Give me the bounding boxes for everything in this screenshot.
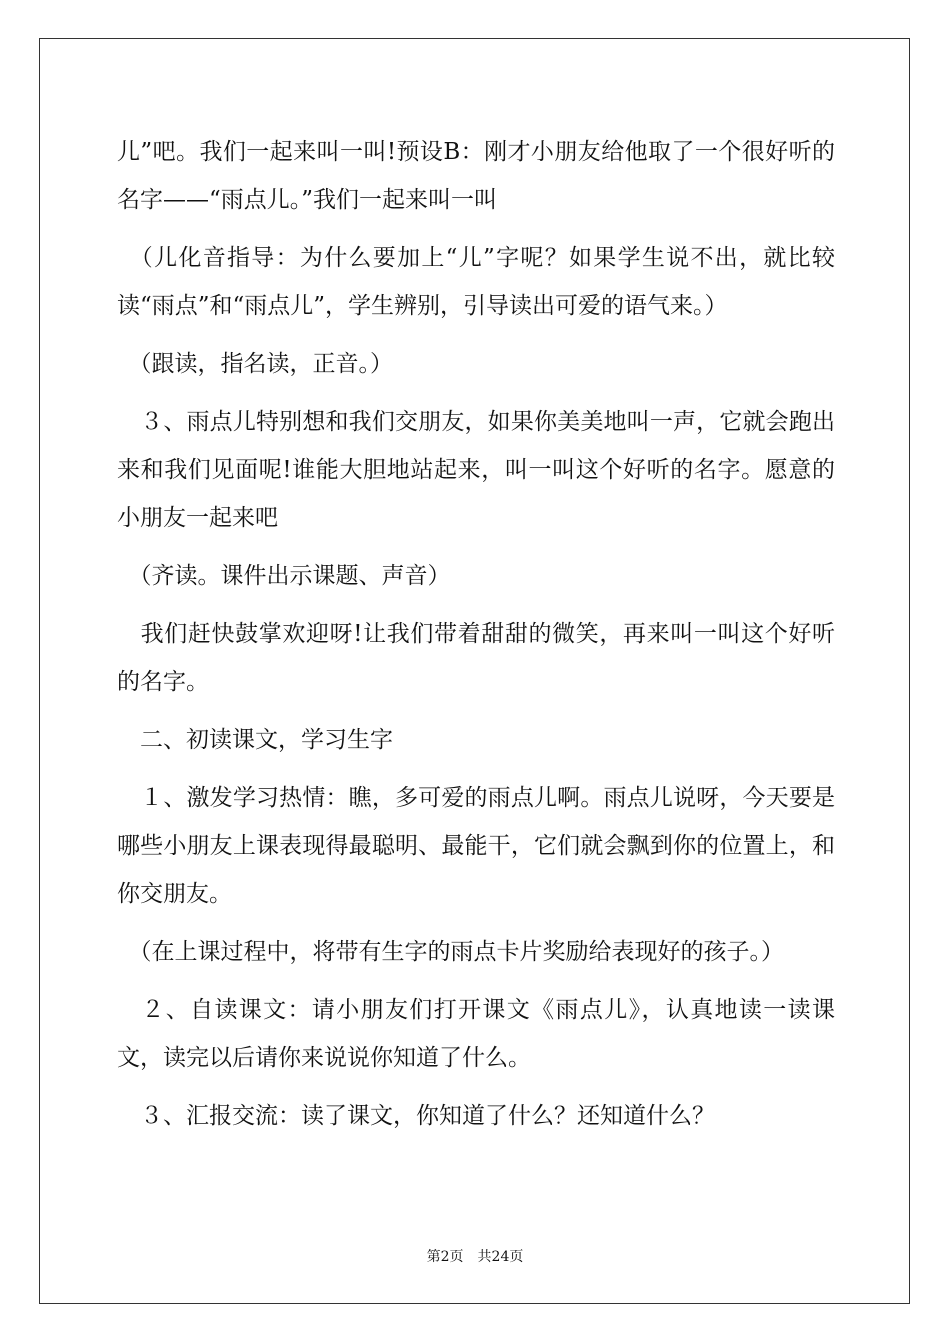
paragraph: 二、初读课文，学习生字 <box>117 727 393 753</box>
paragraph: ２、自读课文：请小朋友们打开课文《雨点儿》，认真地读一读课文，读完以后请你来说说你知道了什么。 <box>117 997 835 1071</box>
document-body <box>117 128 835 1150</box>
paragraph: 儿”吧。我们一起来叫一叫!预设B：刚才小朋友给他取了一个很好听的名字——“雨点儿。”我们一起来叫一叫 <box>117 139 835 213</box>
paragraph: （在上课过程中，将带有生字的雨点卡片奖励给表现好的孩子。） <box>117 939 784 965</box>
paragraph: ３、雨点儿特别想和我们交朋友，如果你美美地叫一声，它就会跑出来和我们见面呢!谁能大胆地站起来，叫一叫这个好听的名字。愿意的小朋友一起来吧 <box>117 409 835 531</box>
paragraph: （齐读。课件出示课题、声音） <box>117 563 451 589</box>
page-number-footer: 第2页 共24页 <box>426 1249 524 1265</box>
paragraph: １、激发学习热情：瞧，多可爱的雨点儿啊。雨点儿说呀，今天要是哪些小朋友上课表现得最聪明、最能干，它们就会飘到你的位置上，和你交朋友。 <box>117 785 835 907</box>
paragraph: ３、汇报交流：读了课文，你知道了什么？还知道什么？ <box>117 1103 715 1129</box>
paragraph: （跟读，指名读，正音。） <box>117 351 393 377</box>
paragraph: 我们赶快鼓掌欢迎呀!让我们带着甜甜的微笑，再来叫一叫这个好听的名字。 <box>117 621 835 695</box>
paragraph: （儿化音指导：为什么要加上“儿”字呢？如果学生说不出，就比较读“雨点”和“雨点儿”，学生辨别，引导读出可爱的语气来。） <box>117 245 835 319</box>
